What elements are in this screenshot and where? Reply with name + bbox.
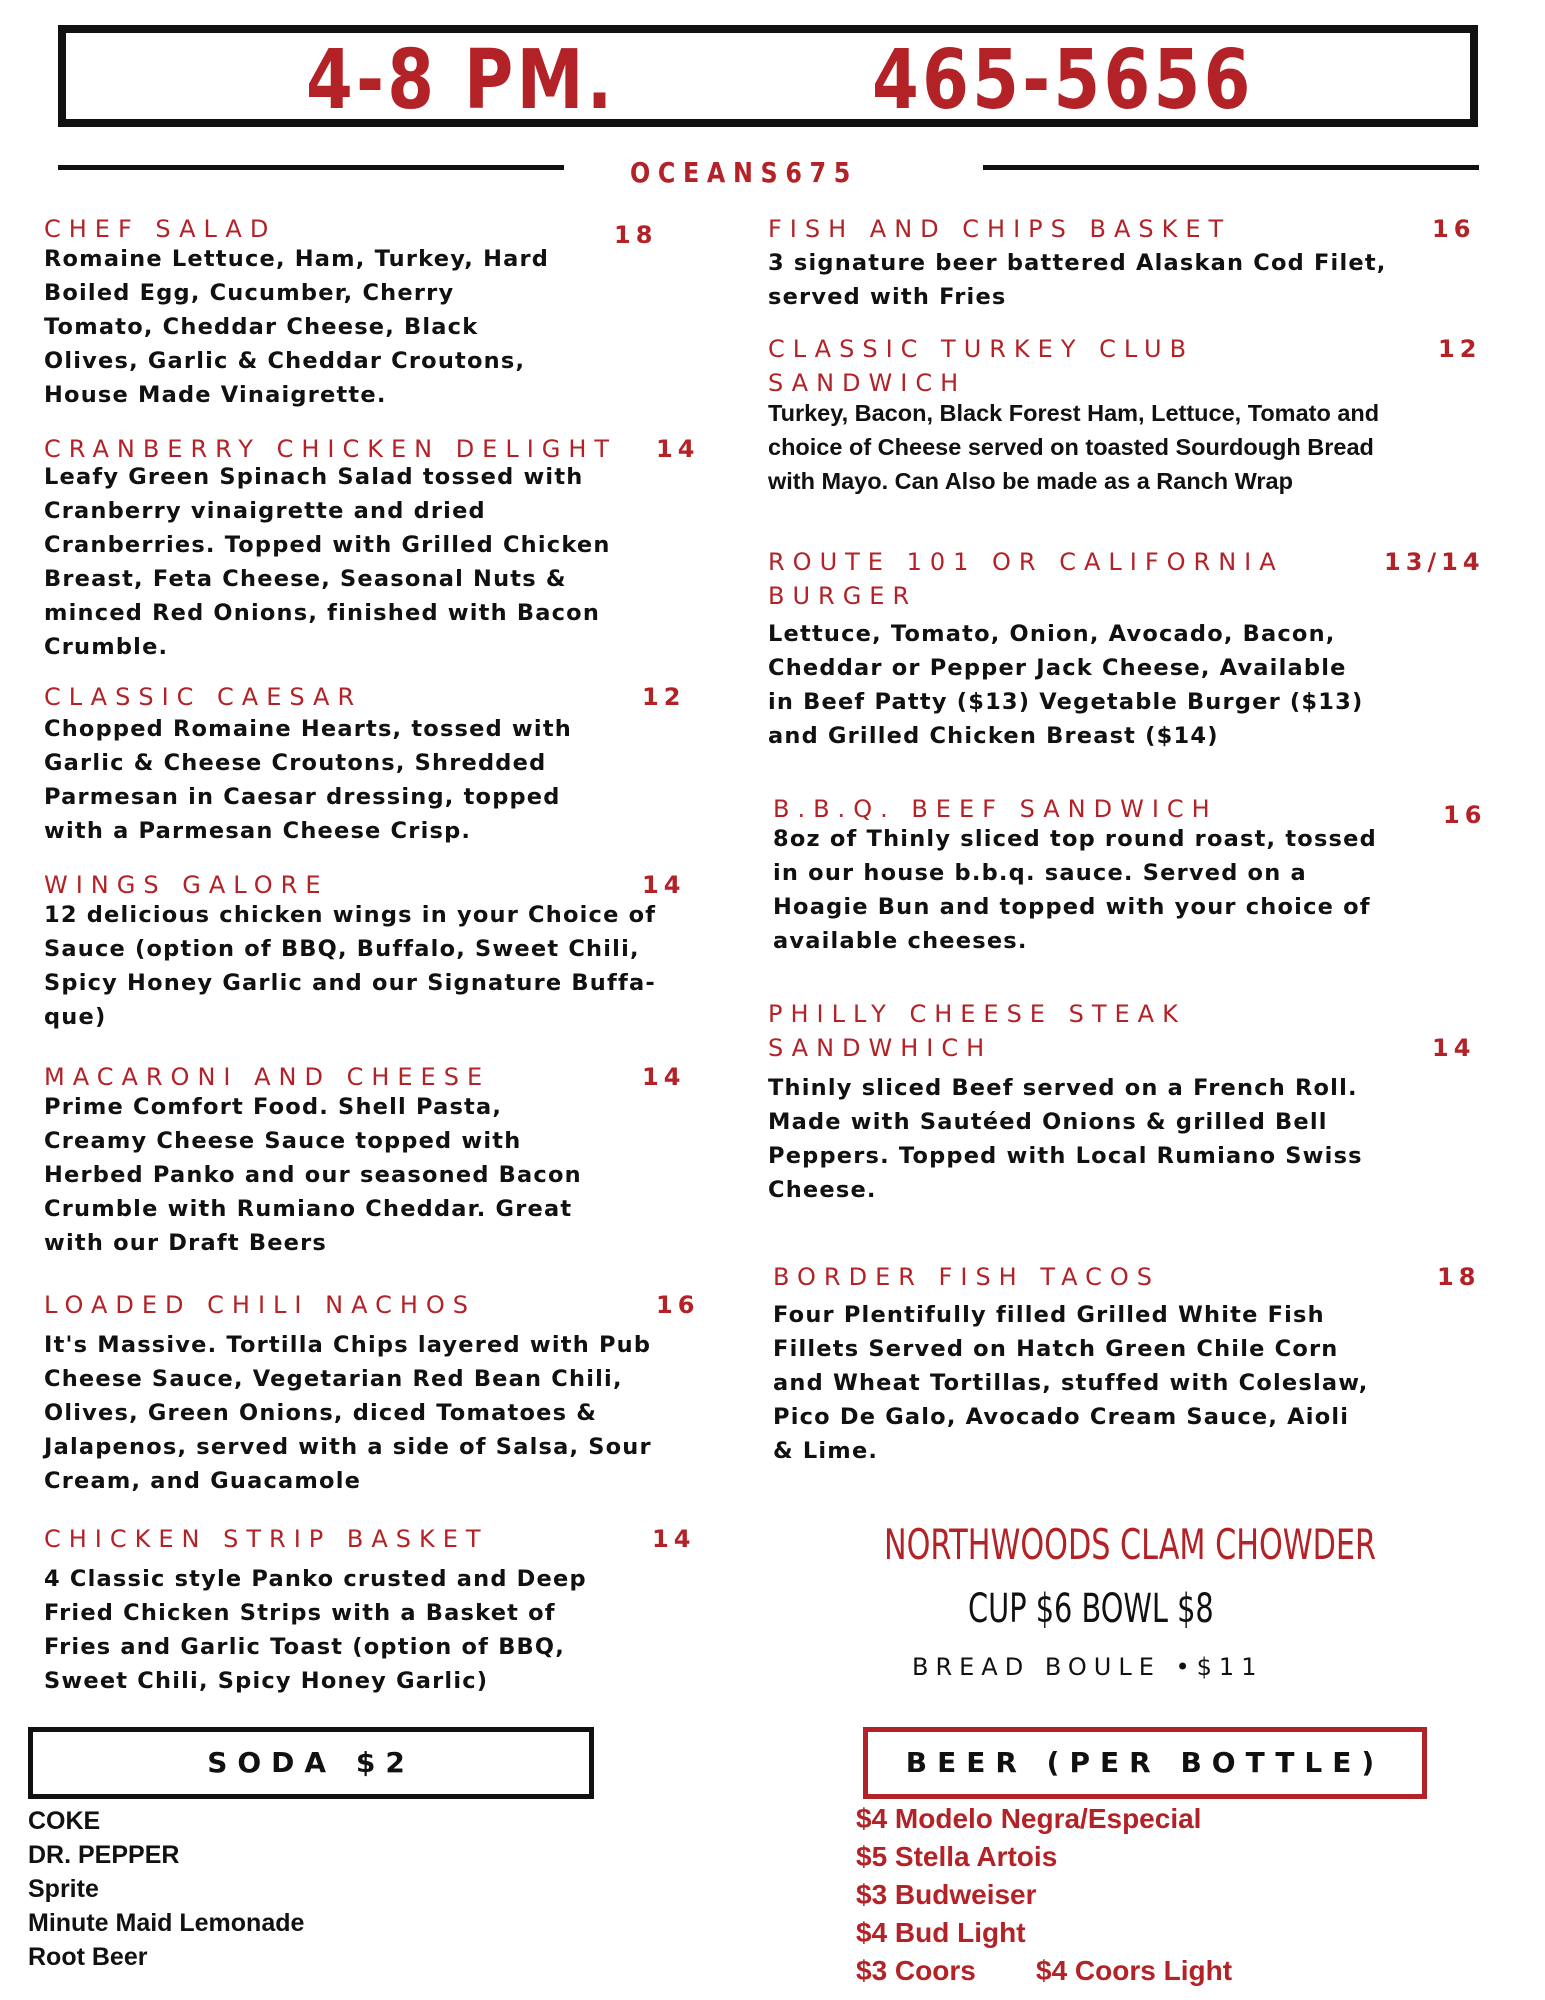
list-item: Sprite <box>28 1875 99 1903</box>
item-title: CHICKEN STRIP BASKET <box>44 1525 489 1553</box>
item-description: 4 Classic style Panko crusted and Deep Fried Chicken Strips with a Basket of Fries and Garlic Toast (option of BBQ, Sweet Chili, Spicy Honey Garlic) <box>44 1566 587 1694</box>
right-rule <box>983 165 1479 170</box>
list-item: DR. PEPPER <box>28 1841 180 1869</box>
list-item: Minute Maid Lemonade <box>28 1909 305 1937</box>
item-description: It's Massive. Tortilla Chips layered with Pub Cheese Sauce, Vegetarian Red Bean Chili, Olives, Green Onions, diced Tomatoes & Jalapenos, served with a side of Salsa, Sour Cream, and Guacamole <box>44 1332 652 1494</box>
item-description: Leafy Green Spinach Salad tossed with Cranberry vinaigrette and dried Cranberries. Topped with Grilled Chicken Breast, Feta Cheese, Seasonal Nuts & minced Red Onions, finished with Bacon Crumble. <box>44 464 611 660</box>
item-price: 14 <box>642 1063 686 1091</box>
item-title: CRANBERRY CHICKEN DELIGHT <box>44 435 618 463</box>
header-box <box>58 25 1478 127</box>
item-description: Chopped Romaine Hearts, tossed with Garlic & Cheese Croutons, Shredded Parmesan in Caesar dressing, topped with a Parmesan Cheese Crisp. <box>44 716 573 844</box>
item-title: LOADED CHILI NACHOS <box>44 1291 476 1319</box>
item-title: ROUTE 101 OR CALIFORNIA BURGER <box>768 548 1284 610</box>
soda-list <box>28 1804 304 1974</box>
beer-heading: BEER (PER BOTTLE) <box>905 1746 1385 1779</box>
item-description: Four Plentifully filled Grilled White Fish Fillets Served on Hatch Green Chile Corn and Wheat Tortillas, stuffed with Coleslaw, Pico De Galo, Avocado Cream Sauce, Aioli & Lime. <box>773 1302 1369 1464</box>
item-description: Turkey, Bacon, Black Forest Ham, Lettuce, Tomato and choice of Cheese served on toasted Sourdough Bread with Mayo. Can Also be made as a Ranch Wrap <box>768 400 1380 494</box>
item-price: 12 <box>1438 335 1482 363</box>
list-item <box>856 1952 1232 1990</box>
item-description: 12 delicious chicken wings in your Choice of Sauce (option of BBQ, Buffalo, Sweet Chili, Spicy Honey Garlic and our Signature Buffa-que) <box>44 902 657 1030</box>
item-description: Prime Comfort Food. Shell Pasta, Creamy Cheese Sauce topped with Herbed Panko and our seasoned Bacon Crumble with Rumiano Cheddar. Great with our Draft Beers <box>44 1094 582 1256</box>
beer-coors: $3 Coors <box>856 1955 976 1986</box>
item-price: 18 <box>614 221 658 249</box>
item-description: 3 signature beer battered Alaskan Cod Filet, served with Fries <box>768 250 1387 310</box>
chowder-prices: CUP $6 BOWL $8 <box>968 1586 1214 1632</box>
item-description: Romaine Lettuce, Ham, Turkey, Hard Boiled Egg, Cucumber, Cherry Tomato, Cheddar Cheese, Black Olives, Garlic & Cheddar Croutons, House Made Vinaigrette. <box>44 246 550 408</box>
item-title: CHEF SALAD <box>44 215 277 243</box>
soda-heading: SODA $2 <box>207 1746 415 1779</box>
item-price: 13/14 <box>1384 548 1485 576</box>
item-price: 14 <box>642 871 686 899</box>
item-price: 12 <box>642 683 686 711</box>
item-title: BORDER FISH TACOS <box>773 1263 1161 1291</box>
item-price: 16 <box>656 1291 700 1319</box>
list-item: Root Beer <box>28 1943 148 1971</box>
list-item: COKE <box>28 1807 101 1835</box>
item-title: PHILLY CHEESE STEAK SANDWHICH <box>768 1000 1186 1062</box>
list-item: $4 Modelo Negra/Especial <box>856 1803 1202 1834</box>
item-title: WINGS GALORE <box>44 871 329 899</box>
item-description: Thinly sliced Beef served on a French Roll. Made with Sautéed Onions & grilled Bell Peppers. Topped with Local Rumiano Swiss Cheese. <box>768 1075 1363 1203</box>
soda-heading-box <box>28 1727 594 1799</box>
brand-name: OCEANS675 <box>630 156 858 189</box>
item-price: 18 <box>1437 1263 1481 1291</box>
beer-coors-light: $4 Coors Light <box>1036 1955 1233 1986</box>
item-title: FISH AND CHIPS BASKET <box>768 215 1232 243</box>
bread-boule-price: BREAD BOULE •$11 <box>912 1653 1264 1681</box>
item-description: 8oz of Thinly sliced top round roast, tossed in our house b.b.q. sauce. Served on a Hoagie Bun and topped with your choice of available cheeses. <box>773 826 1377 954</box>
item-price: 14 <box>1432 1034 1476 1062</box>
item-price: 14 <box>652 1525 696 1553</box>
phone-number: 465-5656 <box>872 33 1254 128</box>
beer-list <box>856 1800 1232 1990</box>
list-item: $4 Bud Light <box>856 1917 1026 1948</box>
item-price: 16 <box>1432 215 1476 243</box>
item-title: CLASSIC TURKEY CLUB SANDWICH <box>768 335 1195 397</box>
item-description: Lettuce, Tomato, Onion, Avocado, Bacon, Cheddar or Pepper Jack Cheese, Available in Beef Patty ($13) Vegetable Burger ($13) and Grilled Chicken Breast ($14) <box>768 621 1364 749</box>
hours-text: 4-8 PM. <box>306 33 616 128</box>
item-title: MACARONI AND CHEESE <box>44 1063 491 1091</box>
list-item: $5 Stella Artois <box>856 1841 1058 1872</box>
item-title: B.B.Q. BEEF SANDWICH <box>773 795 1218 823</box>
item-title: CLASSIC CAESAR <box>44 683 363 711</box>
item-price: 16 <box>1443 801 1487 829</box>
chowder-title: NORTHWOODS CLAM CHOWDER <box>884 1520 1377 1569</box>
left-rule <box>58 165 564 170</box>
beer-heading-box <box>863 1727 1427 1799</box>
item-price: 14 <box>656 435 700 463</box>
list-item: $3 Budweiser <box>856 1879 1037 1910</box>
